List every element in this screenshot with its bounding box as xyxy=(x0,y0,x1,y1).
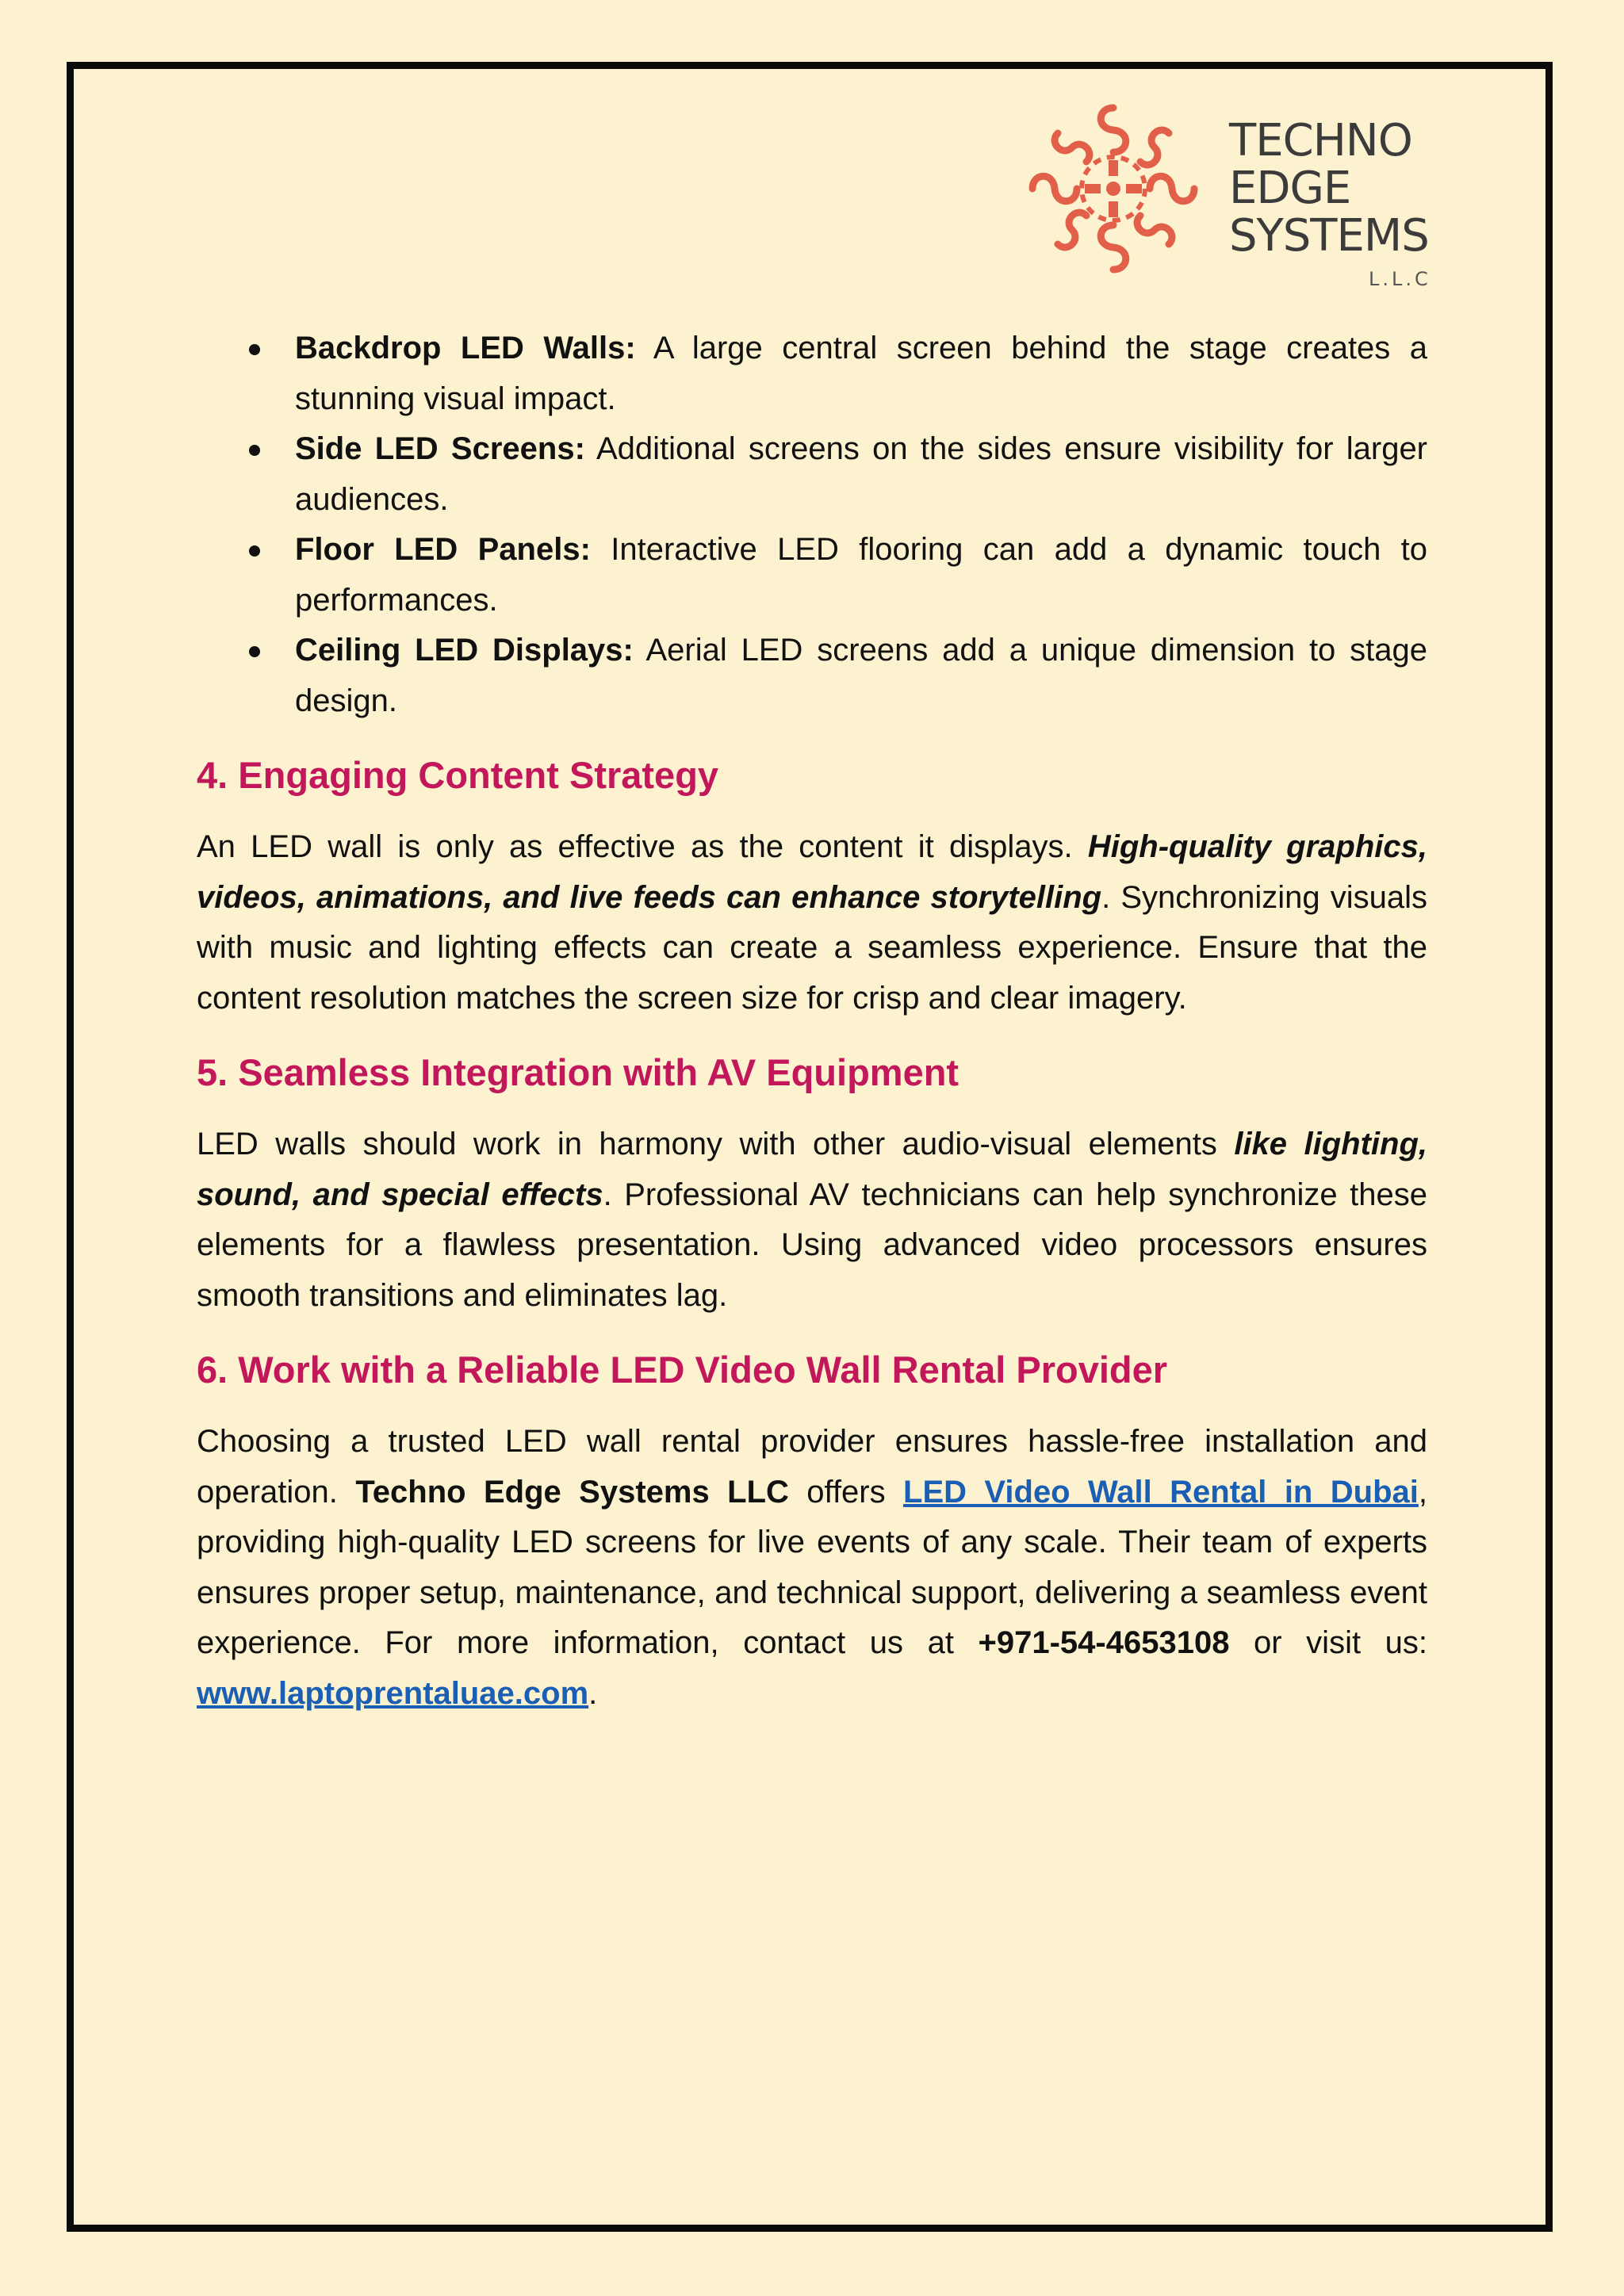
paragraph-emphasis: High-quality graphics, videos, animations, and live feeds can enhance storytelling xyxy=(197,829,1427,915)
logo-line-systems: SYSTEMS xyxy=(1229,210,1429,262)
list-item-text: Aerial LED screens add a unique dimension to stage design. xyxy=(295,633,1427,718)
bullet-icon xyxy=(249,545,260,557)
paragraph-text: An LED wall is only as effective as the content it displays. xyxy=(197,829,1088,864)
logo-line-techno: TECHNO xyxy=(1229,115,1412,166)
section-heading-rental-provider: 6. Work with a Reliable LED Video Wall Rental Provider xyxy=(197,1349,1168,1391)
led-video-wall-rental-link[interactable]: LED Video Wall Rental in Dubai xyxy=(903,1474,1419,1510)
paragraph-text: . Professional AV technicians can help synchronize these elements for a flawless presentation. Using advanced video processors ensures smooth transitions and eliminates lag. xyxy=(197,1177,1427,1313)
paragraph-text: offers xyxy=(788,1474,904,1510)
logo-llc: L.L.C xyxy=(1369,268,1431,290)
bullet-icon xyxy=(249,344,260,355)
section-paragraph-content-strategy xyxy=(197,822,1427,1024)
list-item-text: Additional screens on the sides ensure visibility for larger audiences. xyxy=(295,431,1428,517)
list-item-label: Ceiling LED Displays: xyxy=(295,633,634,668)
section-heading-content-strategy: 4. Engaging Content Strategy xyxy=(197,754,719,796)
contact-phone: +971-54-4653108 xyxy=(978,1625,1230,1660)
bullet-icon xyxy=(249,445,260,456)
logo-line-edge: EDGE xyxy=(1229,163,1351,214)
list-item xyxy=(197,525,1427,626)
company-name: Techno Edge Systems LLC xyxy=(355,1474,789,1510)
document-body xyxy=(197,323,1427,1719)
section-paragraph-rental-provider xyxy=(197,1417,1427,1719)
list-item xyxy=(197,323,1427,424)
led-options-list xyxy=(197,323,1427,726)
paragraph-text: or visit us: xyxy=(1229,1625,1428,1660)
paragraph-text: . Synchronizing visuals with music and lighting effects can create a seamless experience. Ensure that the content resolution matches the screen size for crisp and clear imagery. xyxy=(197,879,1427,1016)
paragraph-text: . xyxy=(588,1675,598,1711)
list-item xyxy=(197,626,1427,726)
techno-edge-logo-icon xyxy=(1018,94,1208,284)
section-paragraph-av-integration xyxy=(197,1119,1427,1321)
list-item-text: A large central screen behind the stage creates a stunning visual impact. xyxy=(295,331,1427,416)
section-heading-av-integration: 5. Seamless Integration with AV Equipment xyxy=(197,1051,959,1093)
list-item-text: Interactive LED flooring can add a dynamic touch to performances. xyxy=(295,532,1428,618)
paragraph-text: , providing high-quality LED screens for live events of any scale. Their team of experts ensures proper setup, maintenance, and technical support, delivering a seamless event experience. For more information, contact us at xyxy=(197,1474,1428,1660)
list-item xyxy=(197,424,1427,525)
bullet-icon xyxy=(249,646,260,657)
paragraph-emphasis: like lighting, sound, and special effects xyxy=(197,1127,1428,1212)
list-item-label: Backdrop LED Walls: xyxy=(295,331,636,365)
logo-wordmark xyxy=(1229,117,1429,260)
list-item-label: Side LED Screens: xyxy=(295,431,585,466)
list-item-label: Floor LED Panels: xyxy=(295,532,591,567)
company-logo xyxy=(1018,94,1431,300)
website-link[interactable]: www.laptoprentaluae.com xyxy=(197,1675,589,1711)
paragraph-text: LED walls should work in harmony with other audio-visual elements xyxy=(197,1127,1235,1161)
paragraph-text: Choosing a trusted LED wall rental provider ensures hassle-free installation and operation. xyxy=(197,1424,1427,1510)
